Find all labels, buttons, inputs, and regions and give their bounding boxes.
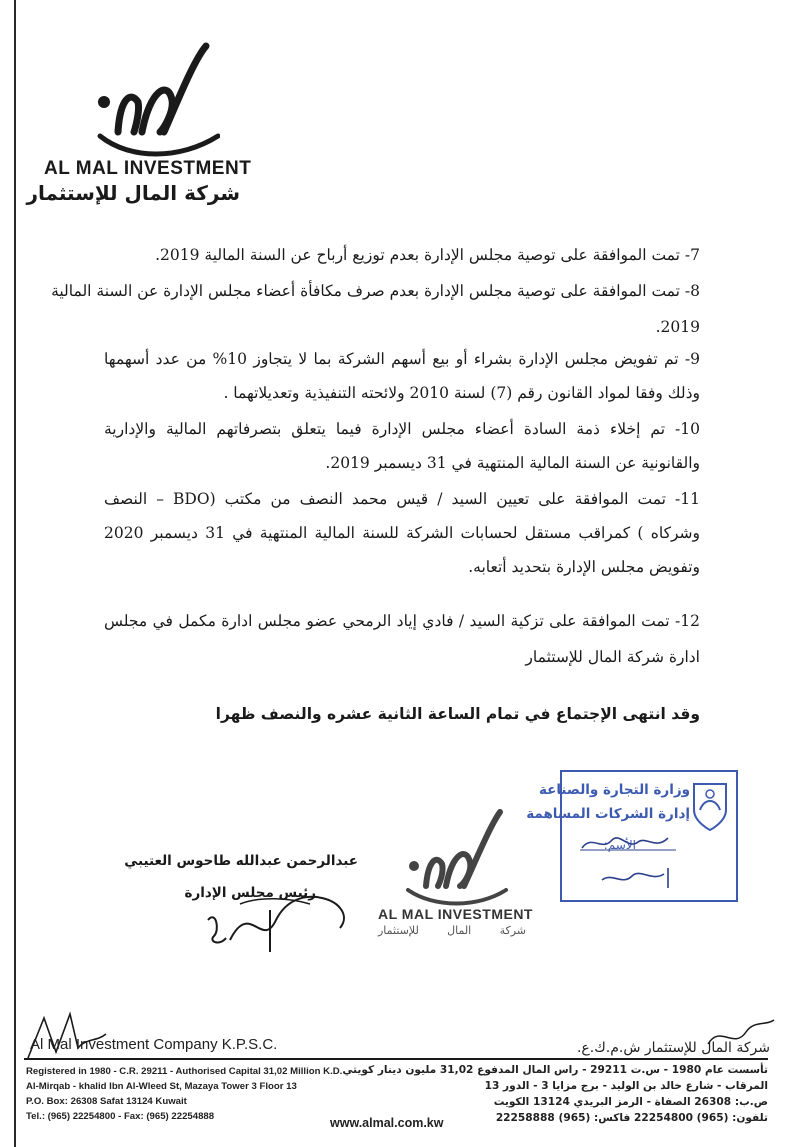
footer-website[interactable]: www.almal.com.kw	[330, 1116, 444, 1130]
resolution-10-line-2: والقانونية عن السنة المالية المنتهية في 31 ديسمبر 2019.	[325, 454, 700, 472]
footer-company-ar: شركة المال للإستثمار ش.م.ك.ع.	[576, 1040, 770, 1056]
resolution-8-line-2: 2019.	[655, 318, 700, 336]
footer-en-line-1: Registered in 1980 - C.R. 29211 - Authorised Capital 31,02 Million K.D.	[26, 1066, 343, 1077]
scan-edge	[14, 0, 16, 1147]
signatory-name: عبدالرحمن عبدالله طاحوس العتيبي	[124, 853, 358, 869]
footer-ar-line-3: ص.ب: 26308 الصفاة - الرمز البريدي 13124 الكويت	[493, 1096, 768, 1108]
resolution-12-line-2: ادارة شركة المال للإستثمار	[525, 648, 700, 666]
stamp-name-label: الأسم:	[603, 838, 636, 852]
chairman-signature-icon	[200, 880, 360, 960]
footer-ar-line-4: تلفون: (965) 22254800 فاكس: (965) 22258888	[495, 1112, 768, 1124]
footer-ar-line-1: تأسست عام 1980 - س.ت 29211 - راس المال المدفوع 31,02 مليون دينار كويتي	[342, 1064, 768, 1076]
footer-en-line-2: Al-Mirqab - khalid Ibn Al-Wleed St, Mazaya Tower 3 Floor 13	[26, 1081, 297, 1092]
footer-ar-line-2: المرقاب - شارع خالد بن الوليد - برج مزايا 3 - الدور 13	[484, 1080, 768, 1092]
footer-en-line-4: Tel.: (965) 22254800 - Fax: (965) 22254888	[26, 1111, 215, 1122]
footer-company-en: Al Mal Investment Company K.P.S.C.	[30, 1036, 278, 1053]
brand-name-en: AL MAL INVESTMENT	[44, 158, 252, 179]
resolution-11-line-3: وتفويض مجلس الإدارة بتحديد أتعابه.	[468, 558, 700, 576]
resolution-10-line-1: 10- تم إخلاء ذمة السادة أعضاء مجلس الإدارة فيما يتعلق بتصرفاتهم المالية والإدارية	[104, 420, 700, 438]
brand-name-ar: شركة المال للإستثمار	[26, 181, 240, 205]
stamp-ministry-name: وزارة التجارة والصناعة	[538, 782, 690, 798]
resolution-12-line-1: 12- تمت الموافقة على تزكية السيد / فادي إياد الرمحي عضو مجلس ادارة مكمل في مجلس	[104, 612, 700, 630]
kuwait-emblem-icon	[690, 780, 730, 832]
ministry-stamp	[526, 770, 738, 902]
footer-en-line-3: P.O. Box: 26308 Safat 13124 Kuwait	[26, 1096, 187, 1107]
resolution-7-line-1: 7- تمت الموافقة على توصية مجلس الإدارة بعدم توزيع أرباح عن السنة المالية 2019.	[155, 246, 700, 264]
almal-logo-small-icon	[400, 800, 510, 910]
resolution-11-line-1: 11- تمت الموافقة على تعيين السيد / قيس محمد النصف من مكتب (BDO – النصف	[104, 490, 700, 508]
stamp-department-name: إدارة الشركات المساهمة	[526, 806, 690, 822]
signatory-title: رئيس مجلس الإدارة	[184, 885, 316, 901]
resolution-8-line-1: 8- تمت الموافقة على توصية مجلس الإدارة بعدم صرف مكافأة أعضاء مجلس الإدارة عن السنة المالية	[51, 282, 700, 300]
resolution-11-line-2: وشركاه ) كمراقب مستقل لحسابات الشركة للسنة المالية المنتهية في 31 ديسمبر 2020	[104, 524, 700, 542]
resolution-9-line-1: 9- تم تفويض مجلس الإدارة بشراء أو بيع أسهم الشركة بما لا يتجاوز 10% من عدد أسهمها	[104, 350, 700, 368]
mid-brand-name-en: AL MAL INVESTMENT	[378, 906, 533, 922]
stamp-signature-icon	[572, 828, 682, 898]
resolution-9-line-2: وذلك وفقا لمواد القانون رقم (7) لسنة 2010 ولائحته التنفيذية وتعديلاتهما .	[223, 384, 700, 402]
mid-brand-name-ar: شركة المال للإستثمار	[378, 924, 526, 937]
closing-statement: وقد انتهى الإجتماع في تمام الساعة الثانية عشره والنصف ظهرا	[215, 705, 700, 723]
almal-logo-icon	[90, 40, 220, 160]
footer-divider	[24, 1058, 768, 1060]
